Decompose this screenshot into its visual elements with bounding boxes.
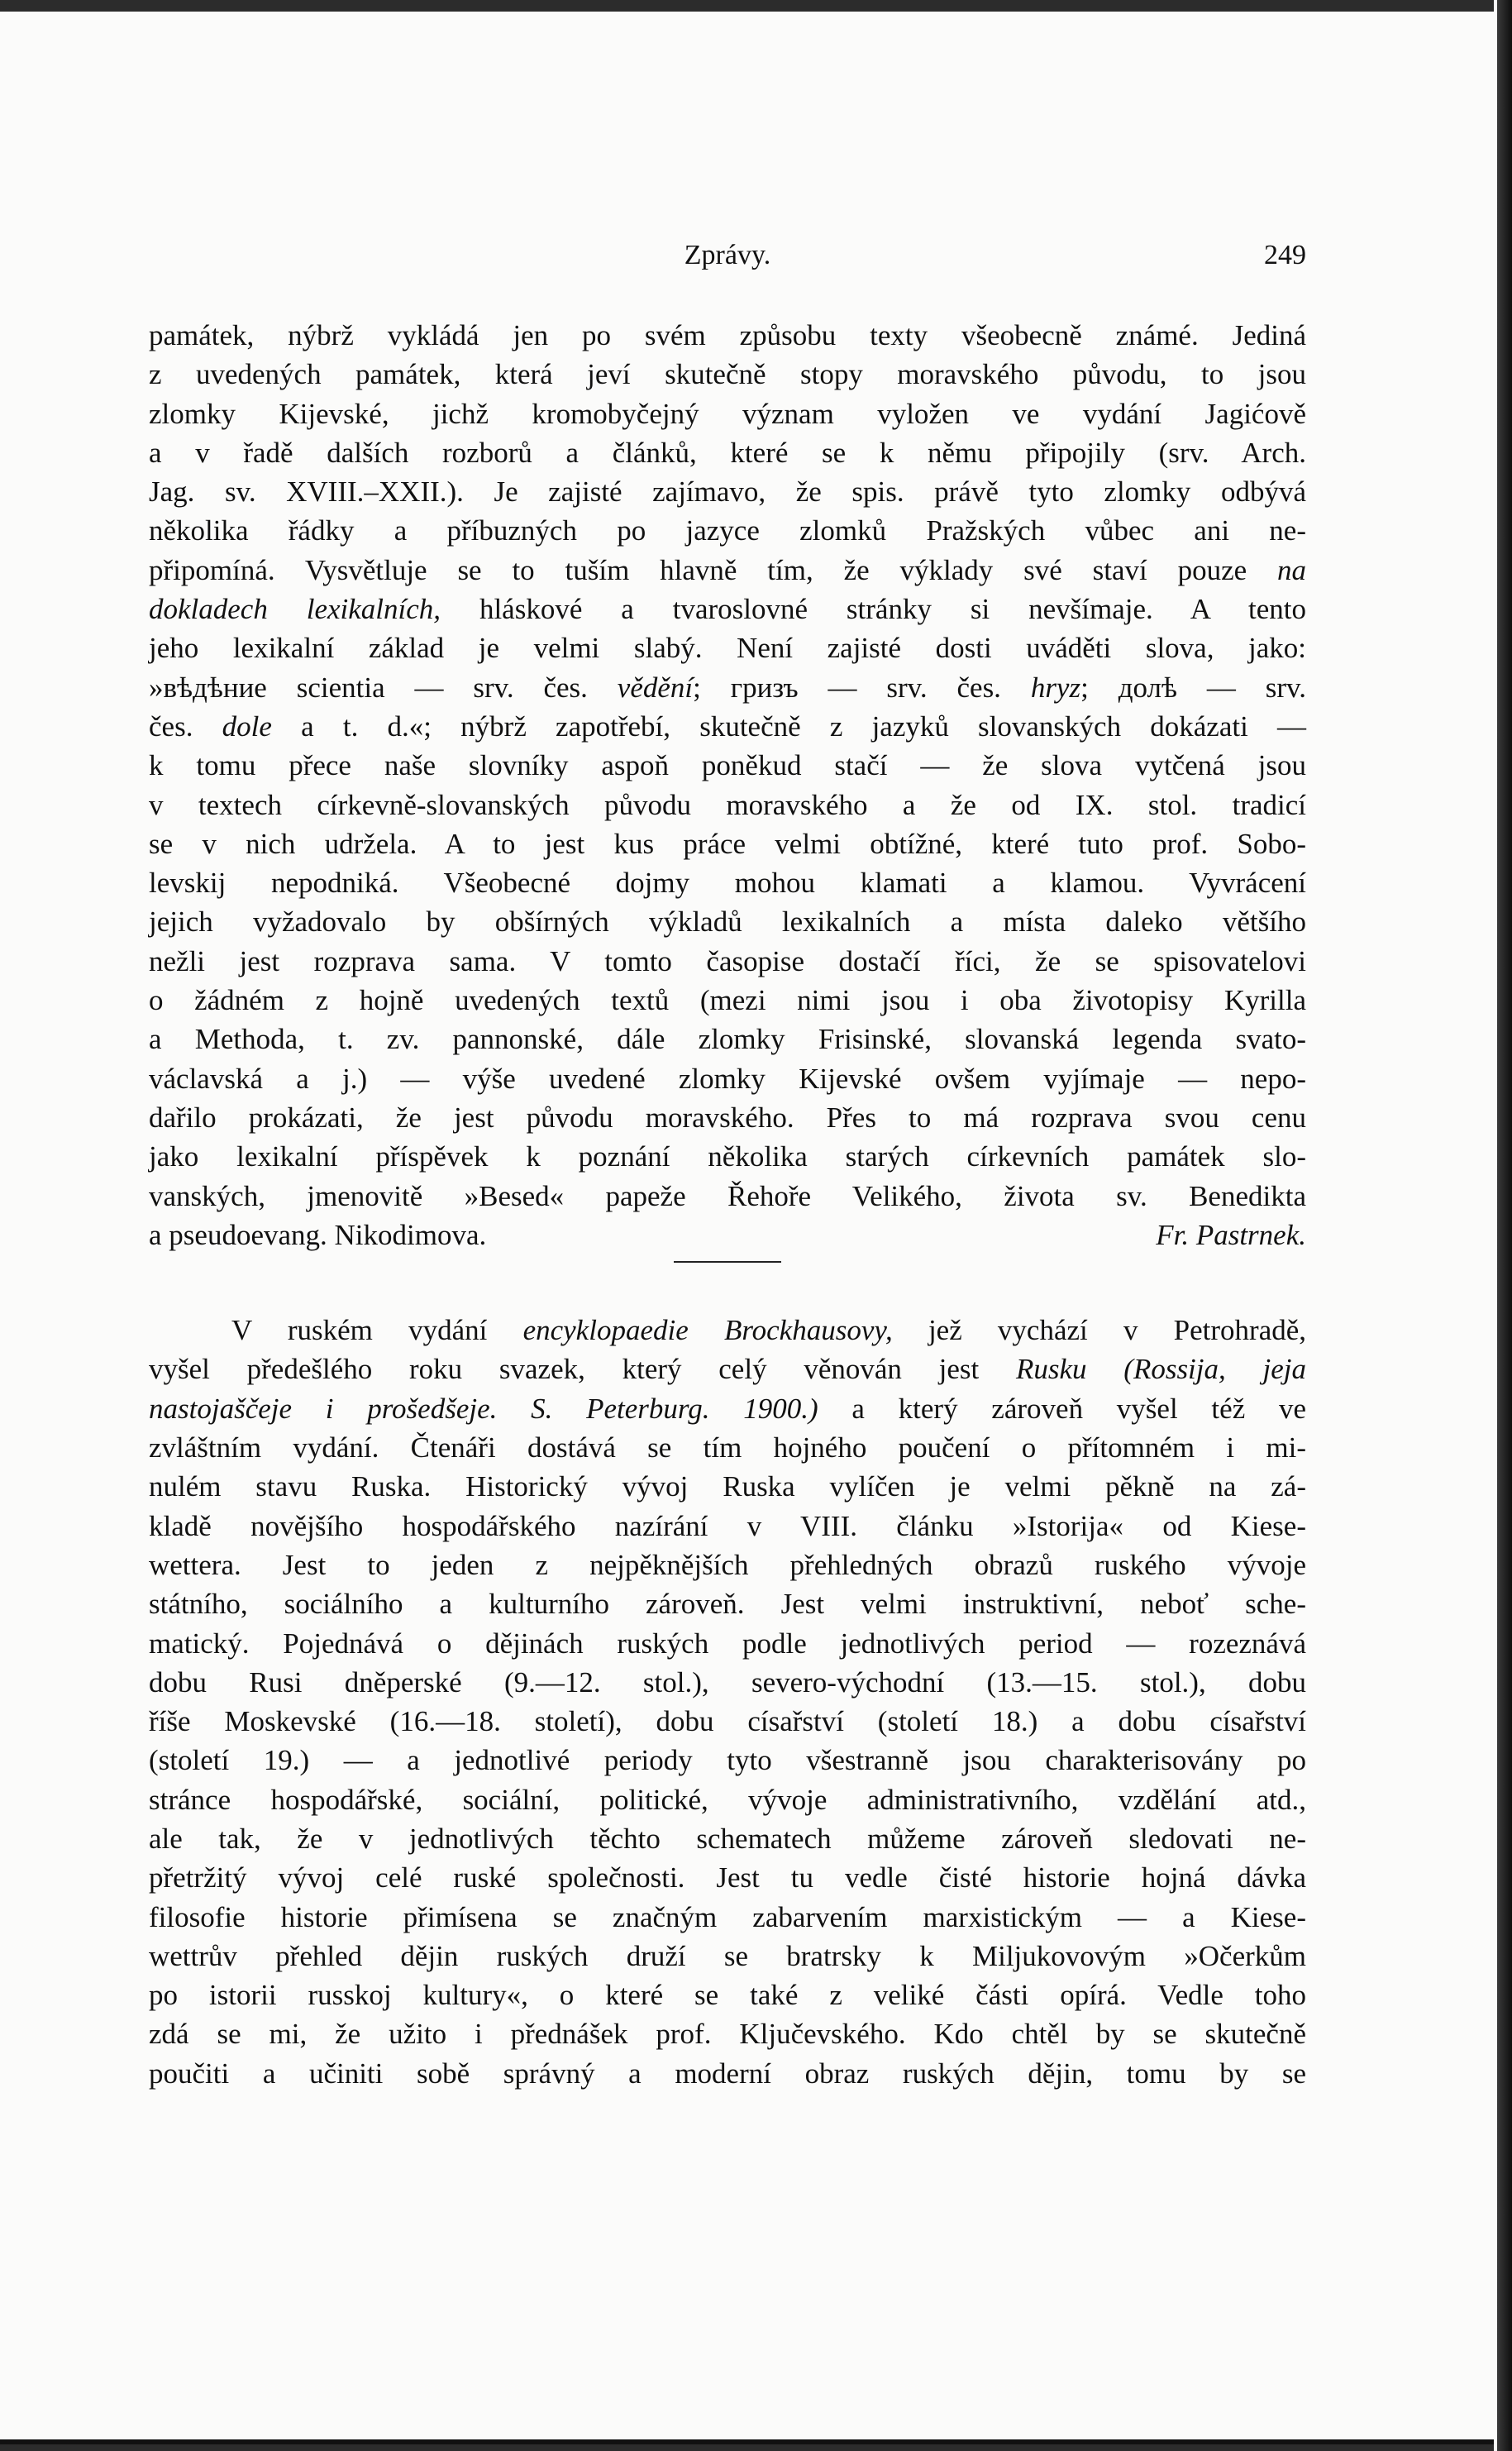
text-line: Jag. sv. XVIII.–XXII.). Je zajisté zajímavo, že spis. právě tyto zlomky odbývá	[149, 475, 1306, 509]
review-pastrnek	[149, 316, 1306, 1254]
text-line: matický. Pojednává o dějinách ruských podle jednotlivých period — rozeznává	[149, 1627, 1306, 1660]
text-line: přetržitý vývoj celé ruské společnosti. Jest tu vedle čisté historie hojná dávka	[149, 1861, 1306, 1894]
text-line: k tomu přece naše slovníky aspoň poněkud stačí — že slova vytčená jsou	[149, 749, 1306, 782]
text-line: vanských, jmenovitě »Besed« papeže Řehoře Velikého, života sv. Benedikta	[149, 1179, 1306, 1212]
text-line: ale tak, že v jednotlivých těchto schematech můžeme zároveň sledovati ne-	[149, 1822, 1306, 1855]
text-line: o žádném z hojně uvedených textů (mezi nimi jsou i oba životopisy Kyrilla	[149, 984, 1306, 1017]
text-line: kladě novějšího hospodářského nazírání v VIII. článku »Istorija« od Kiese-	[149, 1509, 1306, 1542]
text-line: nastojaščeje i prošedšeje. S. Peterburg. 1900.) a který zároveň vyšel též ve	[149, 1392, 1307, 1425]
text-line: poučiti a učiniti sobě správný a moderní obraz ruských dějin, tomu by se	[149, 2057, 1306, 2090]
text-line: státního, sociálního a kulturního zároveň. Jest velmi instruktivní, neboť sche-	[149, 1588, 1306, 1621]
scan-edge	[1494, 0, 1512, 2451]
text-line: čes. dole a t. d.«; nýbrž zapotřebí, skutečně z jazyků slovanských dokázati —	[149, 710, 1307, 743]
running-header	[149, 240, 1306, 276]
text-line: vyšel předešlého roku svazek, který celý věnován jest Rusku (Rossija, jeja	[149, 1353, 1306, 1386]
text-line: filosofie historie přimísena se značným zabarvením marxistickým — a Kiese-	[149, 1900, 1306, 1933]
text-line: v textech církevně-slovanských původu moravského a že od IX. stol. tradicí	[149, 788, 1306, 821]
text-line: nulém stavu Ruska. Historický vývoj Ruska vylíčen je velmi pěkně na zá-	[149, 1470, 1306, 1503]
text-line: stránce hospodářské, sociální, politické, vývoje administrativního, vzdělání atd.,	[149, 1783, 1306, 1816]
text-line: památek, nýbrž vykládá jen po svém způsobu texty všeobecně známé. Jediná	[149, 319, 1306, 351]
text-line: levskij nepodniká. Všeobecné dojmy mohou klamati a klamou. Vyvrácení	[149, 867, 1306, 900]
text-line: wettera. Jest to jeden z nejpěknějších přehledných obrazů ruského vývoje	[149, 1548, 1306, 1581]
text-line: václavská a j.) — výše uvedené zlomky Kijevské ovšem vyjímaje — nepo-	[149, 1062, 1306, 1095]
text-line: a Methoda, t. zv. pannonské, dále zlomky Frisinské, slovanská legenda svato-	[149, 1023, 1306, 1056]
text-line: dařilo prokázati, že jest původu moravského. Přes to má rozprava svou cenu	[149, 1101, 1306, 1134]
text-line: jako lexikalní příspěvek k poznání několika starých církevních památek slo-	[149, 1140, 1306, 1173]
text-line: zvláštním vydání. Čtenáři dostává se tím hojného poučení o přítomném i mi-	[149, 1431, 1306, 1464]
text-line: zlomky Kijevské, jichž kromobyčejný význam vyložen ve vydání Jagićově	[149, 397, 1306, 430]
section-divider	[674, 1261, 781, 1263]
text-line: nežli jest rozprava sama. V tomto časopise dostačí říci, že se spisovatelovi	[149, 944, 1306, 977]
text-line: dobu Rusi dněperské (9.—12. stol.), severo-východní (13.—15. stol.), dobu	[149, 1665, 1306, 1698]
book-page	[0, 12, 1495, 2439]
text-line: připomíná. Vysvětluje se to tuším hlavně tím, že výklady své staví pouze na	[149, 553, 1306, 586]
signature-line	[149, 1216, 1306, 1254]
text-line: wettrův přehled dějin ruských druží se bratrsky k Miljukovovým »Očerkům	[149, 1939, 1306, 1972]
text-line: dokladech lexikalních, hláskové a tvaroslovné stránky si nevšímaje. A tento	[149, 593, 1306, 626]
text-line: několika řádky a příbuzných po jazyce zlomků Pražských vůbec ani ne-	[149, 514, 1306, 547]
text-line: V ruském vydání encyklopaedie Brockhausovy, jež vychází v Petrohradě,	[231, 1314, 1307, 1347]
text-line: po istorii russkoj kultury«, o které se také z veliké části opírá. Vedle toho	[149, 1979, 1306, 2012]
text-line: »вѣдѣние scientia — srv. čes. vědění; гризъ — srv. čes. hryz; долѣ — srv.	[149, 671, 1306, 704]
text-line: se v nich udržela. A to jest kus práce velmi obtížné, které tuto prof. Sobo-	[149, 827, 1306, 860]
text-line: zdá se mi, že užito i přednášek prof. Ključevského. Kdo chtěl by se skutečně	[149, 2018, 1306, 2051]
text-line: jeho lexikalní základ je velmi slabý. Není zajisté dosti uváděti slova, jako:	[149, 632, 1306, 665]
page-number: 249	[1264, 240, 1306, 270]
text-line: z uvedených památek, která jeví skutečně stopy moravského původu, to jsou	[149, 358, 1306, 391]
text-line: jejich vyžadovalo by obšírných výkladů lexikalních a místa daleko většího	[149, 905, 1306, 939]
text-line: (století 19.) — a jednotlivé periody tyto všestranně jsou charakterisovány po	[149, 1744, 1306, 1777]
text-line: říše Moskevské (16.—18. století), dobu císařství (století 18.) a dobu císařství	[149, 1705, 1306, 1738]
section-title: Zprávy.	[684, 240, 771, 270]
author-signature: Fr. Pastrnek.	[1156, 1218, 1306, 1251]
text-line: a v řadě dalších rozborů a článků, které se k němu připojily (srv. Arch.	[149, 436, 1306, 469]
review-brockhaus	[149, 1311, 1306, 2093]
text-line-end: a pseudoevang. Nikodimova.	[149, 1218, 487, 1251]
body-text	[149, 316, 1306, 2093]
